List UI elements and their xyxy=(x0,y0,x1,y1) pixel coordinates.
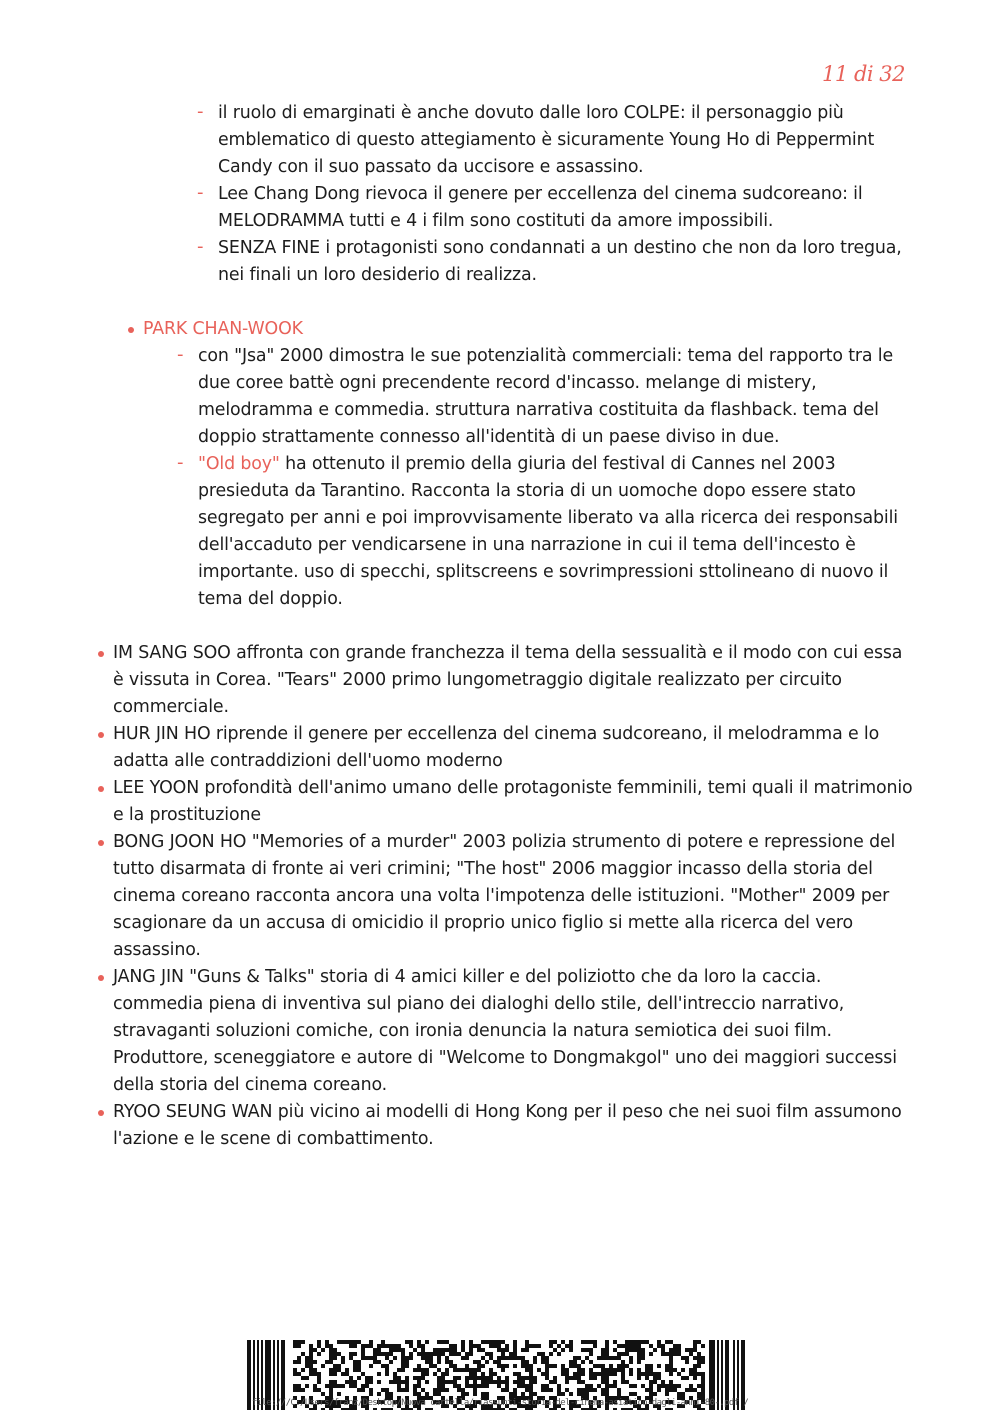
list-item xyxy=(197,181,918,235)
film-title-old-boy: "Old boy" xyxy=(198,454,280,474)
list-item xyxy=(177,451,910,613)
list-item-text: RYOO SEUNG WAN più vicino ai modelli di Hong Kong per il peso che nei suoi film assumono l'azione e le scene di combattimento. xyxy=(113,1102,902,1149)
list-item-text: Lee Chang Dong rievoca il genere per eccellenza del cinema sudcoreano: il MELODRAMMA tutti e 4 i film sono costituti da amore impossibili. xyxy=(218,184,863,231)
dash-bullet-icon: - xyxy=(177,344,184,365)
barcode-caption: file:///C:/Users/franz/Desktop/Nuova cartella/riassunti-storia-del-cinema-asiatico-dagli-anni-80-.pdf / xyxy=(251,1398,749,1408)
list-item-text: con "Jsa" 2000 dimostra le sue potenzialità commerciali: tema del rapporto tra le due coree battè ogni precendente record d'incasso. melange di mistery, melodramma e commedia. struttura narrativa costituita da flashback. tema del doppio strattamente connesso all'identità di un paese diviso in due. xyxy=(198,346,894,447)
list-item-text: HUR JIN HO riprende il genere per eccellenza del cinema sudcoreano, il melodramma e lo adatta alle contraddizioni dell'uomo moderno xyxy=(113,724,880,771)
list-item xyxy=(113,1099,913,1153)
list-item-text: LEE YOON profondità dell'animo umano delle protagoniste femminili, temi quali il matrimonio e la prostituzione xyxy=(113,778,913,825)
bullet-dot-icon xyxy=(98,651,104,657)
dash-bullet-icon: - xyxy=(197,182,204,203)
list-item xyxy=(113,721,913,775)
list-item-text: BONG JOON HO "Memories of a murder" 2003 polizia strumento di potere e repressione del tutto disarmata di fronte ai veri crimini; "The host" 2006 maggior incasso della storia del cinema coreano racconta ancora una volta l'impotenza delle istituzioni. "Mother" 2009 per scagionare da un accusa di omicidio il proprio unico figlio si mette alla ricerca del vero assassino. xyxy=(113,832,896,960)
bullet-dot-icon xyxy=(98,975,104,981)
dash-bullet-icon: - xyxy=(197,101,204,122)
list-item xyxy=(177,343,910,451)
bullet-dot-icon xyxy=(98,732,104,738)
section-heading-park-chan-wook xyxy=(128,316,303,343)
list-item-text: SENZA FINE i protagonisti sono condannati a un destino che non da loro tregua, nei finali un loro desiderio di realizza. xyxy=(218,238,902,285)
bullet-dot-icon xyxy=(128,327,134,333)
list-item xyxy=(113,829,913,964)
list-item xyxy=(113,640,913,721)
list-item-text: JANG JIN "Guns & Talks" storia di 4 amici killer e del poliziotto che da loro la caccia. commedia piena di inventiva sul piano dei dialoghi dello stile, dell'intreccio narrativo, stravaganti soluzioni comiche, con ironia denuncia la natura semiotica dei suoi film. Produttore, sceneggiatore e autore di "Welcome to Dongmakgol" uno dei maggiori successi della storia del cinema coreano. xyxy=(113,967,897,1095)
continued-dash-list xyxy=(197,100,918,289)
list-item-text: il ruolo di emarginati è anche dovuto dalle loro COLPE: il personaggio più emblematico di questo attegiamento è sicuramente Young Ho di Peppermint Candy con il suo passato da uccisore e assassino. xyxy=(218,103,875,177)
bullet-dot-icon xyxy=(98,840,104,846)
bullet-dot-icon xyxy=(98,1110,104,1116)
list-item-text: IM SANG SOO affronta con grande franchezza il tema della sessualità e il modo con cui essa è vissuta in Corea. "Tears" 2000 primo lungometraggio digitale realizzato per circuito commerciale. xyxy=(113,643,903,717)
dash-bullet-icon: - xyxy=(197,236,204,257)
section-heading-text: PARK CHAN-WOOK xyxy=(143,319,303,339)
list-item xyxy=(197,235,918,289)
director-bullet-list xyxy=(113,640,913,1153)
park-chan-wook-dash-list xyxy=(177,343,910,613)
list-item xyxy=(197,100,918,181)
list-item xyxy=(113,775,913,829)
list-item-text: ha ottenuto il premio della giuria del festival di Cannes nel 2003 presieduta da Tarantino. Racconta la storia di un uomoche dopo essere stato segregato per anni e poi improvvisamente liberato va alla ricerca dei responsabili dell'accaduto per vendicarsene in una narrazione in cui il tema dell'incesto è importante. uso di specchi, splitscreens e sovrimpressioni sttolineano di nuovo il tema del doppio. xyxy=(198,454,898,609)
page-number: 11 di 32 xyxy=(822,62,905,86)
list-item xyxy=(113,964,913,1099)
dash-bullet-icon: - xyxy=(177,452,184,473)
bullet-dot-icon xyxy=(98,786,104,792)
